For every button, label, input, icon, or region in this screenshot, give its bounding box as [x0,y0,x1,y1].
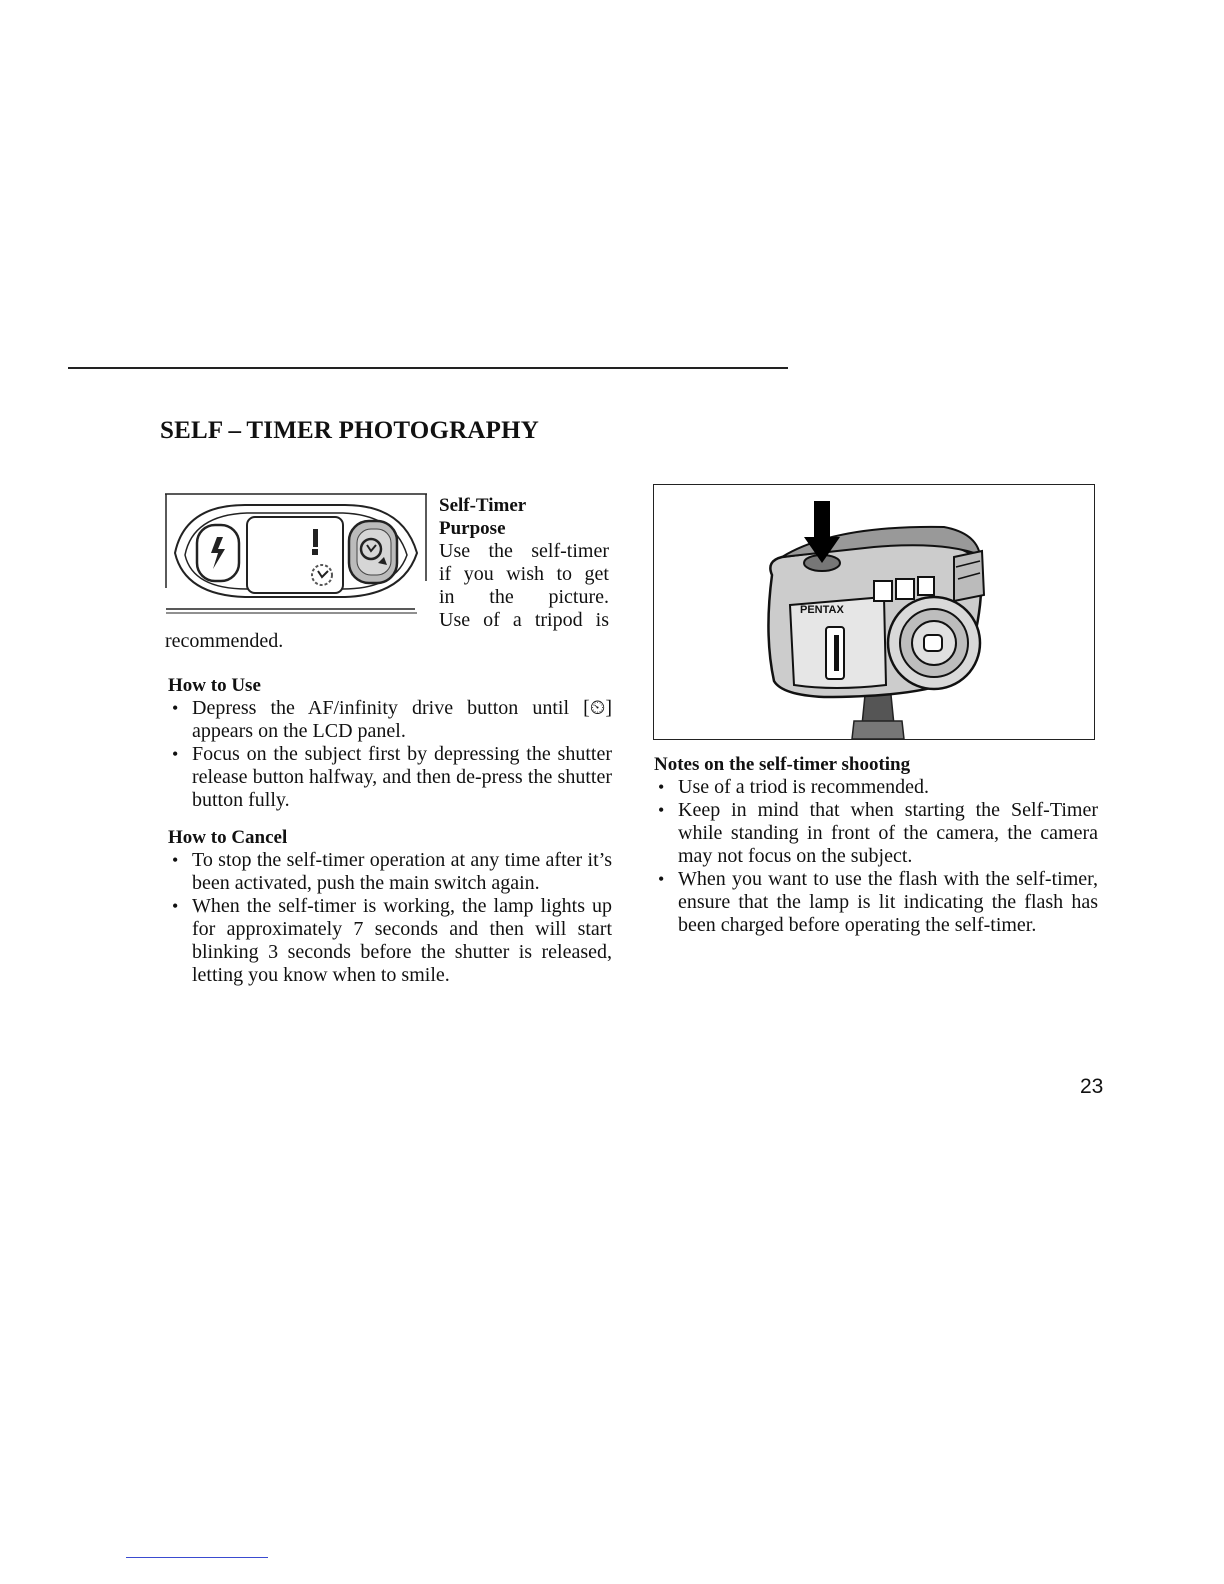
notes-heading: Notes on the self-timer shooting [654,754,911,775]
self-timer-heading: Self-Timer [439,495,527,516]
list-item: • Use of a triod is recommended. [654,776,1098,799]
list-item: • When the self-timer is working, the lamp lights up for approximately 7 seconds and then will start blinking 3 seconds before the shutter is released, letting you know when to smile. [168,895,612,987]
list-item: • To stop the self-timer operation at any time after it’s been activated, push the main switch again. [168,849,612,895]
purpose-line: Use the self-timer [439,540,609,562]
how-to-use-section [168,674,612,812]
how-to-cancel-heading: How to Cancel [168,827,288,848]
purpose-subheading: Purpose [439,518,506,539]
purpose-line: Use of a tripod is [439,609,609,631]
list-item: • When you want to use the flash with the self-timer, ensure that the lamp is lit indicating the flash has been charged before operating the self-timer. [654,868,1098,937]
notes-list [654,776,1098,937]
how-to-use-heading: How to Use [168,675,261,696]
page-title: SELF – TIMER PHOTOGRAPHY [160,417,539,444]
self-timer-button-graphic [349,521,397,583]
flash-button-graphic [197,525,239,581]
notes-section [654,753,1098,937]
how-to-cancel-section [168,826,612,987]
top-rule [68,367,788,369]
camera-brand: PENTAX [800,604,844,616]
camera-figure [653,484,1095,740]
page-number: 23 [1080,1075,1104,1098]
purpose-line: in the picture. [439,586,609,608]
how-to-cancel-list [168,849,612,987]
purpose-line: if you wish to get [439,563,609,585]
how-to-use-list [168,697,612,812]
lcd-panel-figure [165,493,427,618]
self-timer-purpose [439,494,609,632]
purpose-tail: recommended. [165,630,284,652]
bottom-rule [126,1557,268,1558]
list-item: • Focus on the subject first by depressing the shutter release button halfway, and then de-press the shutter button fully. [168,743,612,812]
list-item: • Keep in mind that when starting the Self-Timer while standing in front of the camera, the camera may not focus on the subject. [654,799,1098,868]
list-item: • Depress the AF/infinity drive button until [⏲] appears on the LCD panel. [168,697,612,743]
